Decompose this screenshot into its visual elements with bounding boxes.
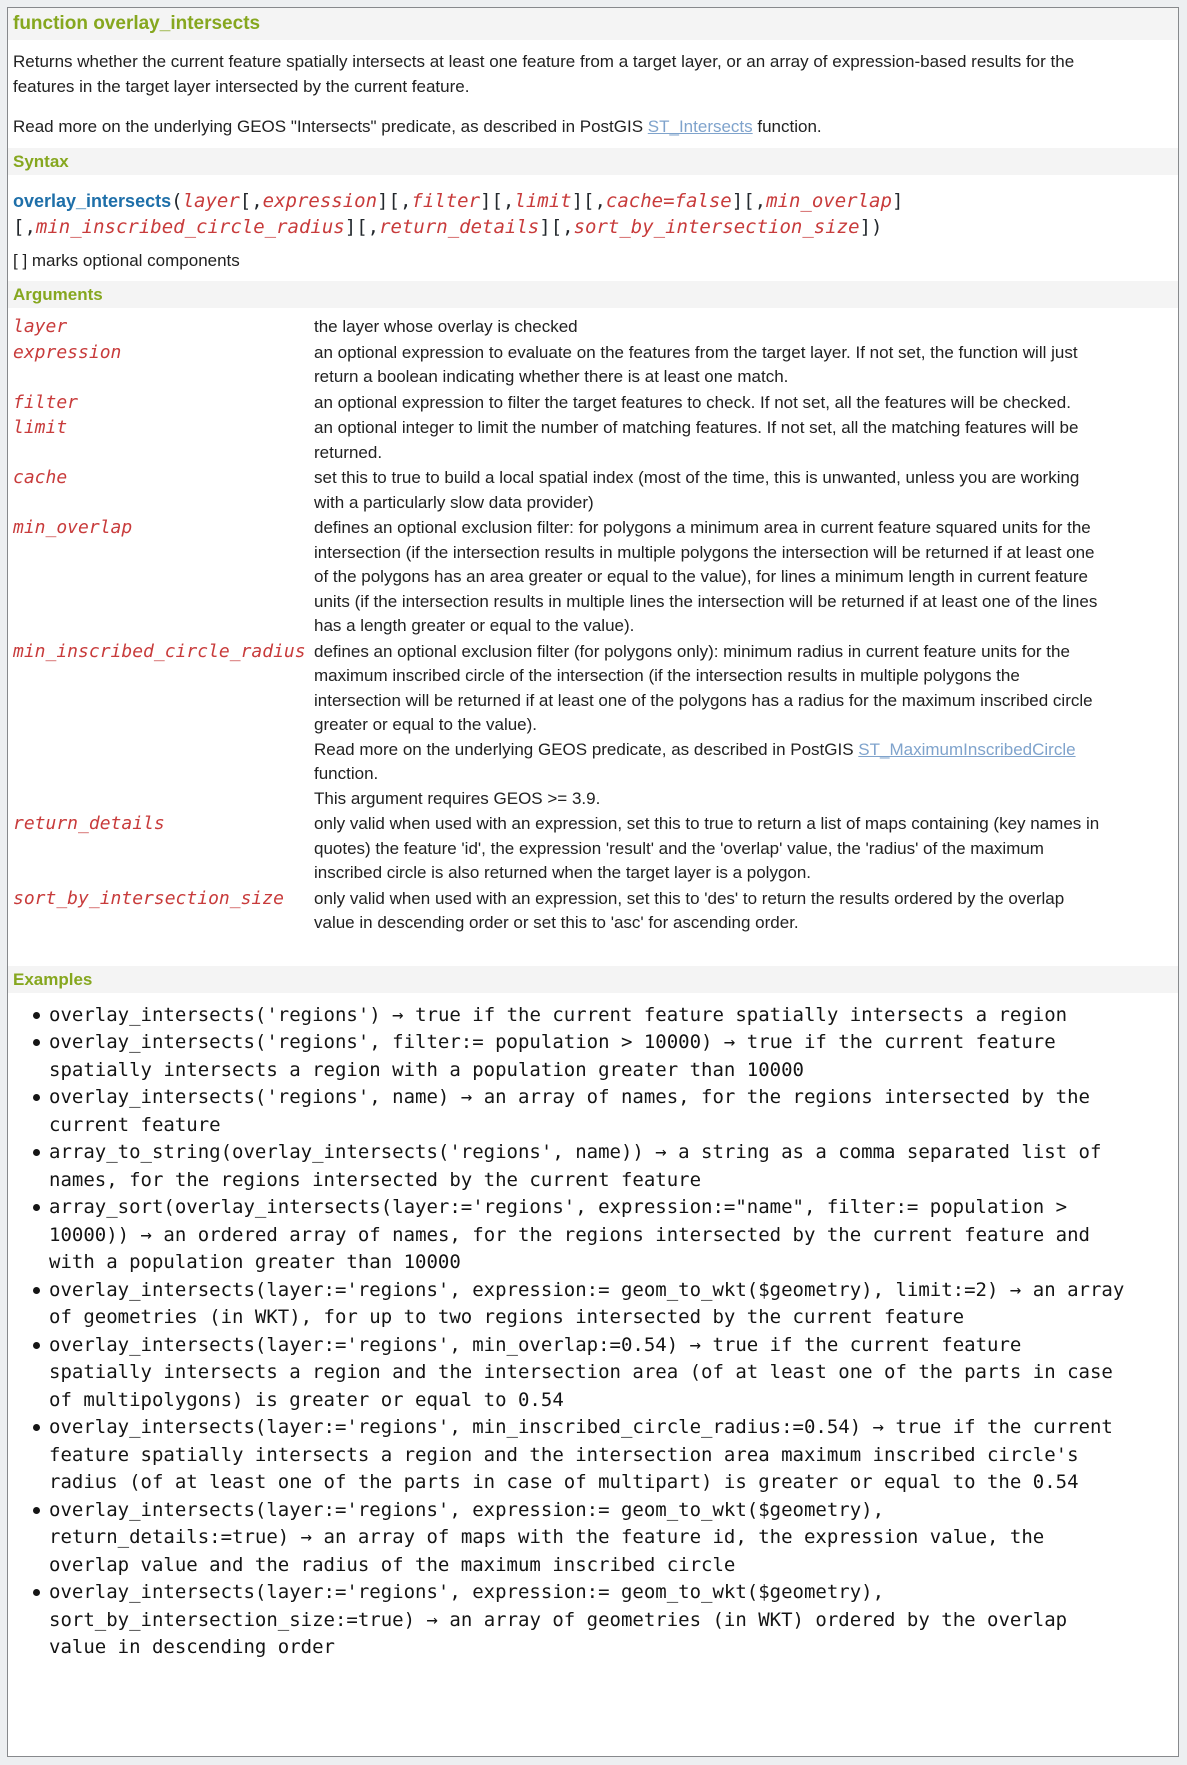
- example-code: overlay_intersects(layer:='regions', min_overlap:=0.54): [49, 1333, 679, 1356]
- argument-row: [13, 341, 1166, 390]
- syntax-parameter: limit: [514, 189, 572, 212]
- description-text: defines an optional exclusion filter (for polygons only): minimum radius in current feature units for the maximum inscribed circle of the intersection (if the intersection results in multiple polygons the intersection will be returned if at least one of the polygons has a radius for the maximum inscribed circle greater or equal to the value).: [314, 641, 1093, 734]
- example-result: an ordered array of names, for the regions intersected by the current feature and with a population greater than 10000: [49, 1223, 1090, 1273]
- readmore-text-after: function.: [752, 117, 822, 136]
- description-line: [314, 812, 1104, 886]
- description-line: [314, 466, 1104, 515]
- section-header-syntax: Syntax: [8, 148, 1178, 175]
- arguments-table: [13, 315, 1166, 936]
- argument-row: [13, 416, 1166, 465]
- description-line: [314, 516, 1104, 639]
- section-header-arguments: Arguments: [8, 281, 1178, 308]
- argument-row: [13, 812, 1166, 886]
- argument-row: [13, 466, 1166, 515]
- example-result: a string as a comma separated list of names, for the regions intersected by the current feature: [49, 1141, 1102, 1191]
- syntax-bracket: [,: [13, 215, 36, 238]
- argument-name: min_overlap: [13, 517, 133, 538]
- argument-description: [314, 812, 1104, 886]
- syntax-bracket: ]: [539, 215, 551, 238]
- argument-description: [314, 315, 1104, 340]
- argument-name: expression: [13, 341, 122, 363]
- example-item: [49, 1579, 1129, 1662]
- example-result: true if the current feature spatially intersects a region with a population greater than 10000: [49, 1031, 1056, 1081]
- example-item: [49, 1332, 1129, 1415]
- syntax-bracket: [,: [743, 189, 767, 212]
- example-code: overlay_intersects(layer:='regions', expression:= geom_to_wkt($geometry), sort_by_intersection_size:=true): [49, 1581, 885, 1631]
- argument-row: [13, 887, 1166, 936]
- example-item: [49, 1139, 1129, 1194]
- argument-name: filter: [13, 391, 79, 413]
- syntax-parameter: cache=false: [605, 189, 732, 212]
- syntax-bracket: [,: [550, 215, 574, 238]
- syntax-parameter: min_overlap: [766, 189, 892, 212]
- argument-row: [13, 516, 1166, 639]
- description-paragraph: Returns whether the current feature spatially intersects at least one feature from a target layer, or an array of expression-based results for the features in the target layer intersected by the current feature.: [13, 52, 1075, 96]
- argument-row: [13, 315, 1166, 340]
- readmore-paragraph: [13, 115, 1088, 140]
- example-code: overlay_intersects(layer:='regions', min_inscribed_circle_radius:=0.54): [49, 1416, 862, 1438]
- result-arrow: →: [129, 1223, 164, 1246]
- description-line: [314, 416, 1104, 465]
- description-line: [314, 391, 1104, 416]
- example-result: true if the current feature spatially intersects a region: [415, 1003, 1068, 1026]
- example-result: true if the current feature spatially intersects a region and the intersection area maximum inscribed circle's radius (of at least one of the parts in case of multipart) is greater or equal to the 0.54: [49, 1416, 1113, 1493]
- description-text: only valid when used with an expression, set this to 'des' to return the results ordered by the overlap value in descending order or set this to 'asc' for ascending order.: [314, 888, 1065, 932]
- description-line: [314, 738, 1104, 787]
- description-text: an optional expression to filter the target features to check. If not set, all the features will be checked.: [314, 392, 1071, 412]
- example-code: overlay_intersects('regions', name): [49, 1086, 450, 1108]
- argument-name: return_details: [13, 813, 165, 834]
- syntax-bracket: ]: [344, 215, 357, 238]
- description-line: [314, 341, 1104, 390]
- syntax-bracket: [,: [239, 189, 263, 212]
- example-item: [49, 1029, 1129, 1084]
- result-arrow: →: [678, 1333, 713, 1356]
- syntax-function-name: overlay_intersects: [13, 190, 172, 211]
- syntax-parameter: expression: [262, 189, 378, 212]
- example-result: true if the current feature spatially intersects a region and the intersection area (of at least one of the parts in case of multipolygons) is greater or equal to 0.54: [49, 1333, 1113, 1411]
- syntax-bracket: [,: [388, 189, 412, 212]
- syntax-bracket: ]: [571, 189, 584, 212]
- argument-description: [314, 416, 1104, 465]
- description-text: defines an optional exclusion filter: for polygons a minimum area in current feature squared units for the intersection (if the intersection results in multiple polygons the intersection will be returned if at least one of the polygons has an area greater or equal to the value), for lines a minimum length in current feature units (if the intersection results in multiple lines the intersection will be returned if at least one of the lines has a length greater or equal to the value).: [314, 518, 1098, 635]
- syntax-parameter: sort_by_intersection_size: [573, 215, 860, 238]
- description-line: [314, 315, 1104, 340]
- description-text: set this to true to build a local spatial index (most of the time, this is unwanted, unless you are working with a particularly slow data provider): [314, 468, 1080, 512]
- example-item: [49, 1002, 1129, 1030]
- example-item: [49, 1497, 1129, 1580]
- example-item: [49, 1194, 1129, 1277]
- argument-description: [314, 516, 1104, 639]
- argument-description: [314, 640, 1104, 812]
- argument-name: limit: [13, 417, 68, 438]
- argument-description: [314, 391, 1104, 416]
- argument-name: layer: [13, 316, 68, 337]
- example-code: overlay_intersects(layer:='regions', expression:= geom_to_wkt($geometry), return_details:=true): [49, 1498, 885, 1548]
- result-arrow: →: [380, 1003, 416, 1026]
- argument-description: [314, 466, 1104, 515]
- argument-name: min_inscribed_circle_radius: [13, 640, 306, 662]
- description-text: the layer whose overlay is checked: [314, 317, 578, 336]
- description-text: function.: [314, 764, 379, 783]
- description-line: [314, 787, 1104, 812]
- result-arrow: →: [861, 1416, 896, 1438]
- result-arrow: →: [712, 1031, 747, 1053]
- description-text: This argument requires GEOS >= 3.9.: [314, 788, 601, 808]
- syntax-parameter: layer: [182, 189, 240, 212]
- st-maximuminscribedcircle-link[interactable]: ST_MaximumInscribedCircle: [858, 739, 1076, 759]
- example-result: an array of geometries (in WKT), for up to two regions intersected by the current feature: [49, 1278, 1125, 1328]
- description-text: only valid when used with an expression, set this to true to return a list of maps containing (key names in quotes) the feature 'id', the expression 'result' and the 'overlap' value, the 'radius' of the maximum inscribed circle is also returned when the target layer is a polygon.: [314, 814, 1100, 882]
- syntax-parameter: return_details: [379, 215, 540, 238]
- argument-description: [314, 887, 1104, 936]
- result-arrow: →: [643, 1141, 679, 1163]
- syntax-bracket: ]: [891, 189, 904, 212]
- argument-row: [13, 640, 1166, 812]
- example-result: an array of geometries (in WKT) ordered by the overlap value in descending order: [49, 1608, 1068, 1658]
- example-code: overlay_intersects('regions'): [49, 1003, 381, 1026]
- example-code: overlay_intersects(layer:='regions', expression:= geom_to_wkt($geometry), limit:=2): [49, 1278, 999, 1301]
- description-text: an optional integer to limit the number of matching features. If not set, all the matching features will be returned.: [314, 418, 1079, 462]
- st-intersects-link[interactable]: ST_Intersects: [647, 117, 753, 136]
- example-item: [49, 1277, 1129, 1332]
- example-result: an array of maps with the feature id, the expression value, the overlap value and the radius of the maximum inscribed circle: [49, 1526, 1045, 1576]
- function-help-panel: [7, 7, 1179, 1757]
- example-item: [49, 1414, 1129, 1497]
- function-title: function overlay_intersects: [8, 8, 1178, 40]
- syntax-bracket: (: [171, 189, 183, 212]
- syntax-bracket: [,: [491, 189, 515, 212]
- argument-description: [314, 341, 1104, 390]
- example-code: array_sort(overlay_intersects(layer:='regions', expression:="name", filter:= population > 10000)): [49, 1196, 1068, 1246]
- description-text: Read more on the underlying GEOS predicate, as described in PostGIS: [314, 739, 859, 759]
- syntax-bracket: ]): [859, 215, 883, 238]
- result-arrow: →: [289, 1526, 324, 1548]
- example-result: an array of names, for the regions intersected by the current feature: [49, 1086, 1090, 1136]
- description-text: an optional expression to evaluate on the features from the target layer. If not set, the function will just return a boolean indicating whether there is at least one match.: [314, 342, 1078, 386]
- result-arrow: →: [998, 1278, 1033, 1301]
- argument-name: sort_by_intersection_size: [13, 887, 284, 909]
- syntax-parameter: min_inscribed_circle_radius: [35, 215, 345, 238]
- result-arrow: →: [415, 1608, 450, 1631]
- examples-list: [13, 1002, 1166, 1662]
- argument-row: [13, 391, 1166, 416]
- readmore-text-before: Read more on the underlying GEOS "Intersects" predicate, as described in PostGIS: [13, 117, 648, 136]
- optional-components-note: [ ] marks optional components: [13, 250, 240, 270]
- syntax-bracket: [,: [356, 215, 380, 238]
- syntax-bracket: ]: [731, 189, 744, 212]
- syntax-bracket: ]: [480, 189, 492, 212]
- section-header-examples: Examples: [8, 966, 1178, 993]
- description-line: [314, 640, 1104, 738]
- example-code: overlay_intersects('regions', filter:= population > 10000): [49, 1031, 713, 1053]
- example-item: [49, 1084, 1129, 1139]
- syntax-bracket: [,: [583, 189, 606, 212]
- result-arrow: →: [449, 1086, 484, 1108]
- syntax-code: [13, 188, 1166, 240]
- argument-name: cache: [13, 467, 68, 488]
- example-code: array_to_string(overlay_intersects('regions', name)): [49, 1141, 644, 1163]
- syntax-bracket: ]: [377, 189, 389, 212]
- description-line: [314, 887, 1104, 936]
- syntax-parameter: filter: [411, 189, 481, 212]
